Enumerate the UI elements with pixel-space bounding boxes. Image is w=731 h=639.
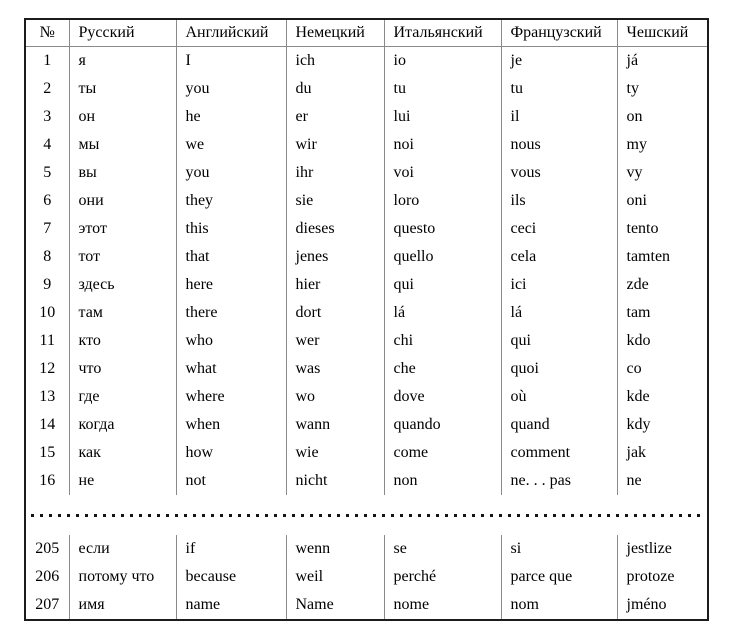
- row-number: 13: [25, 383, 69, 411]
- word-cell: perché: [384, 563, 501, 591]
- word-cell: name: [176, 591, 286, 620]
- word-cell: ici: [501, 271, 617, 299]
- vocabulary-table: [24, 18, 709, 621]
- table-row: [25, 131, 708, 159]
- word-cell: quello: [384, 243, 501, 271]
- word-cell: wer: [286, 327, 384, 355]
- word-cell: vy: [617, 159, 708, 187]
- word-cell: quando: [384, 411, 501, 439]
- word-cell: здесь: [69, 271, 176, 299]
- table-row: [25, 327, 708, 355]
- word-cell: ne. . . pas: [501, 467, 617, 495]
- row-number: 6: [25, 187, 69, 215]
- row-number: 12: [25, 355, 69, 383]
- word-cell: on: [617, 103, 708, 131]
- column-header: Французский: [501, 19, 617, 47]
- word-cell: я: [69, 47, 176, 76]
- word-cell: non: [384, 467, 501, 495]
- word-cell: lá: [384, 299, 501, 327]
- table-row: [25, 243, 708, 271]
- word-cell: se: [384, 535, 501, 563]
- word-cell: ty: [617, 75, 708, 103]
- row-number: 5: [25, 159, 69, 187]
- word-cell: chi: [384, 327, 501, 355]
- word-cell: tamten: [617, 243, 708, 271]
- word-cell: имя: [69, 591, 176, 620]
- word-cell: protoze: [617, 563, 708, 591]
- row-number: 206: [25, 563, 69, 591]
- word-cell: he: [176, 103, 286, 131]
- table-row: [25, 411, 708, 439]
- word-cell: il: [501, 103, 617, 131]
- word-cell: там: [69, 299, 176, 327]
- word-cell: wenn: [286, 535, 384, 563]
- row-number: 14: [25, 411, 69, 439]
- word-cell: my: [617, 131, 708, 159]
- word-cell: comment: [501, 439, 617, 467]
- word-cell: jestlize: [617, 535, 708, 563]
- word-cell: parce que: [501, 563, 617, 591]
- word-cell: что: [69, 355, 176, 383]
- word-cell: qui: [501, 327, 617, 355]
- word-cell: oni: [617, 187, 708, 215]
- table-body-top: [25, 47, 708, 496]
- column-header: Английский: [176, 19, 286, 47]
- dotted-divider: [31, 514, 702, 517]
- word-cell: если: [69, 535, 176, 563]
- row-number: 7: [25, 215, 69, 243]
- word-cell: этот: [69, 215, 176, 243]
- word-cell: когда: [69, 411, 176, 439]
- word-cell: wann: [286, 411, 384, 439]
- word-cell: já: [617, 47, 708, 76]
- table-row: [25, 535, 708, 563]
- table-row: [25, 467, 708, 495]
- table-row: [25, 591, 708, 620]
- column-header: Немецкий: [286, 19, 384, 47]
- word-cell: we: [176, 131, 286, 159]
- word-cell: quand: [501, 411, 617, 439]
- word-cell: what: [176, 355, 286, 383]
- word-cell: dove: [384, 383, 501, 411]
- word-cell: как: [69, 439, 176, 467]
- table-row: [25, 271, 708, 299]
- word-cell: не: [69, 467, 176, 495]
- word-cell: nome: [384, 591, 501, 620]
- table-row: [25, 187, 708, 215]
- word-cell: how: [176, 439, 286, 467]
- word-cell: du: [286, 75, 384, 103]
- word-cell: где: [69, 383, 176, 411]
- vocabulary-table-wrap: [24, 18, 709, 621]
- word-cell: not: [176, 467, 286, 495]
- word-cell: tento: [617, 215, 708, 243]
- row-number: 2: [25, 75, 69, 103]
- separator-row: [25, 495, 708, 535]
- word-cell: jméno: [617, 591, 708, 620]
- table-body-bottom: [25, 535, 708, 620]
- row-number: 1: [25, 47, 69, 76]
- word-cell: questo: [384, 215, 501, 243]
- word-cell: nicht: [286, 467, 384, 495]
- row-number: 16: [25, 467, 69, 495]
- word-cell: you: [176, 159, 286, 187]
- table-header: [25, 19, 708, 47]
- word-cell: che: [384, 355, 501, 383]
- word-cell: tu: [501, 75, 617, 103]
- row-number: 207: [25, 591, 69, 620]
- row-number: 9: [25, 271, 69, 299]
- word-cell: if: [176, 535, 286, 563]
- separator-cell: [25, 495, 708, 535]
- table-row: [25, 103, 708, 131]
- word-cell: nom: [501, 591, 617, 620]
- word-cell: je: [501, 47, 617, 76]
- word-cell: si: [501, 535, 617, 563]
- table-row: [25, 563, 708, 591]
- word-cell: sie: [286, 187, 384, 215]
- word-cell: where: [176, 383, 286, 411]
- word-cell: when: [176, 411, 286, 439]
- word-cell: ты: [69, 75, 176, 103]
- column-header: Русский: [69, 19, 176, 47]
- word-cell: lui: [384, 103, 501, 131]
- word-cell: nous: [501, 131, 617, 159]
- word-cell: hier: [286, 271, 384, 299]
- word-cell: this: [176, 215, 286, 243]
- row-number: 11: [25, 327, 69, 355]
- word-cell: lá: [501, 299, 617, 327]
- header-row: [25, 19, 708, 47]
- table-row: [25, 159, 708, 187]
- word-cell: kdo: [617, 327, 708, 355]
- word-cell: weil: [286, 563, 384, 591]
- row-number: 3: [25, 103, 69, 131]
- word-cell: I: [176, 47, 286, 76]
- row-number: 10: [25, 299, 69, 327]
- column-header-number: №: [25, 19, 69, 47]
- column-header: Итальянский: [384, 19, 501, 47]
- word-cell: où: [501, 383, 617, 411]
- table-row: [25, 299, 708, 327]
- word-cell: jak: [617, 439, 708, 467]
- column-header: Чешский: [617, 19, 708, 47]
- word-cell: zde: [617, 271, 708, 299]
- row-number: 15: [25, 439, 69, 467]
- word-cell: quoi: [501, 355, 617, 383]
- word-cell: vous: [501, 159, 617, 187]
- word-cell: cela: [501, 243, 617, 271]
- word-cell: come: [384, 439, 501, 467]
- word-cell: that: [176, 243, 286, 271]
- word-cell: voi: [384, 159, 501, 187]
- word-cell: он: [69, 103, 176, 131]
- word-cell: dieses: [286, 215, 384, 243]
- word-cell: ceci: [501, 215, 617, 243]
- word-cell: they: [176, 187, 286, 215]
- word-cell: loro: [384, 187, 501, 215]
- word-cell: wir: [286, 131, 384, 159]
- word-cell: because: [176, 563, 286, 591]
- table-row: [25, 47, 708, 76]
- word-cell: ihr: [286, 159, 384, 187]
- word-cell: wie: [286, 439, 384, 467]
- word-cell: tam: [617, 299, 708, 327]
- word-cell: кто: [69, 327, 176, 355]
- word-cell: there: [176, 299, 286, 327]
- word-cell: тот: [69, 243, 176, 271]
- word-cell: они: [69, 187, 176, 215]
- word-cell: ne: [617, 467, 708, 495]
- word-cell: вы: [69, 159, 176, 187]
- word-cell: who: [176, 327, 286, 355]
- word-cell: was: [286, 355, 384, 383]
- word-cell: qui: [384, 271, 501, 299]
- table-row: [25, 383, 708, 411]
- word-cell: wo: [286, 383, 384, 411]
- word-cell: you: [176, 75, 286, 103]
- word-cell: kde: [617, 383, 708, 411]
- word-cell: мы: [69, 131, 176, 159]
- word-cell: Name: [286, 591, 384, 620]
- table-row: [25, 355, 708, 383]
- word-cell: kdy: [617, 411, 708, 439]
- word-cell: noi: [384, 131, 501, 159]
- table-row: [25, 439, 708, 467]
- word-cell: here: [176, 271, 286, 299]
- word-cell: co: [617, 355, 708, 383]
- word-cell: er: [286, 103, 384, 131]
- word-cell: ils: [501, 187, 617, 215]
- table-row: [25, 75, 708, 103]
- word-cell: io: [384, 47, 501, 76]
- table-row: [25, 215, 708, 243]
- row-number: 4: [25, 131, 69, 159]
- word-cell: потому что: [69, 563, 176, 591]
- word-cell: tu: [384, 75, 501, 103]
- word-cell: dort: [286, 299, 384, 327]
- word-cell: jenes: [286, 243, 384, 271]
- word-cell: ich: [286, 47, 384, 76]
- row-number: 8: [25, 243, 69, 271]
- table-separator: [25, 495, 708, 535]
- row-number: 205: [25, 535, 69, 563]
